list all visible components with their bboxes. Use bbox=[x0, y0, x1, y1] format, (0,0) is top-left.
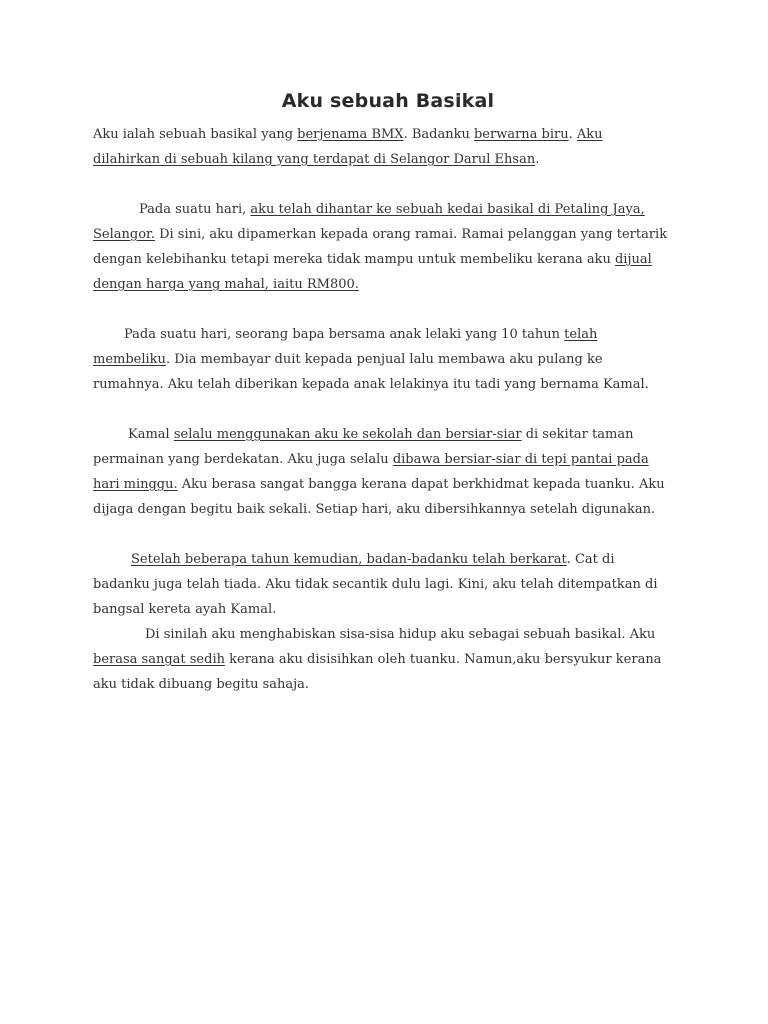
text: . bbox=[568, 127, 577, 142]
paragraph-gap bbox=[93, 522, 673, 547]
document-title: Aku sebuah Basikal bbox=[281, 90, 495, 112]
text: Pada suatu hari, bbox=[139, 202, 251, 217]
text: Kamal bbox=[128, 427, 174, 442]
paragraph-1 bbox=[93, 122, 673, 172]
underlined-text: berasa sangat sedih bbox=[93, 652, 225, 667]
paragraph-gap bbox=[93, 397, 673, 422]
underlined-text: berjenama BMX bbox=[297, 127, 404, 142]
text: Pada suatu hari, seorang bapa bersama anak lelaki yang 10 tahun bbox=[124, 327, 565, 342]
underlined-text: dijual dengan harga yang mahal, iaitu RM800. bbox=[93, 252, 652, 292]
paragraph-3 bbox=[93, 322, 673, 397]
text: . Dia membayar duit kepada penjual lalu membawa aku pulang ke rumahnya. Aku telah diberikan kepada anak lelakinya itu tadi yang bernama Kamal. bbox=[93, 352, 649, 392]
text: di sekitar taman permainan yang berdekatan. Aku juga selalu bbox=[93, 427, 634, 467]
underlined-text: berwarna biru bbox=[473, 127, 569, 142]
paragraph-gap bbox=[93, 297, 673, 322]
text: Di sinilah aku menghabiskan sisa-sisa hidup aku sebagai sebuah basikal. Aku bbox=[145, 627, 656, 642]
paragraph-5 bbox=[93, 547, 673, 622]
text: . Cat di badanku juga telah tiada. Aku tidak secantik dulu lagi. Kini, aku telah ditempatkan di bangsal kereta ayah Kamal. bbox=[93, 552, 658, 617]
underlined-text: dibawa bersiar-siar di tepi pantai pada hari minggu. bbox=[93, 452, 649, 492]
underlined-text: Aku dilahirkan di sebuah kilang yang terdapat di Selangor Darul Ehsan bbox=[93, 127, 603, 167]
underlined-text: Setelah beberapa tahun kemudian, badan-badanku telah berkarat bbox=[131, 552, 567, 567]
paragraph-2 bbox=[93, 197, 673, 297]
text: Aku berasa sangat bangga kerana dapat berkhidmat kepada tuanku. Aku dijaga dengan begitu baik sekali. Setiap hari, aku dibersihkannya setelah digunakan. bbox=[93, 477, 665, 517]
paragraph-4 bbox=[93, 422, 673, 522]
text: . Badanku bbox=[403, 127, 474, 142]
underlined-text: aku telah dihantar ke sebuah kedai basikal di Petaling Jaya, Selangor. bbox=[93, 202, 645, 242]
text: kerana aku disisihkan oleh tuanku. Namun,aku bersyukur kerana aku tidak dibuang begitu sahaja. bbox=[93, 652, 662, 692]
paragraph-gap bbox=[93, 172, 673, 197]
underlined-text: selalu menggunakan aku ke sekolah dan bersiar-siar bbox=[173, 427, 522, 442]
underlined-text: telah membeliku bbox=[93, 327, 598, 367]
paragraph-6 bbox=[93, 622, 673, 697]
text: Di sini, aku dipamerkan kepada orang ramai. Ramai pelanggan yang tertarik dengan kelebihanku tetapi mereka tidak mampu untuk membeliku kerana aku bbox=[93, 227, 668, 267]
text: . bbox=[535, 152, 540, 167]
text: Aku ialah sebuah basikal yang bbox=[93, 127, 298, 142]
